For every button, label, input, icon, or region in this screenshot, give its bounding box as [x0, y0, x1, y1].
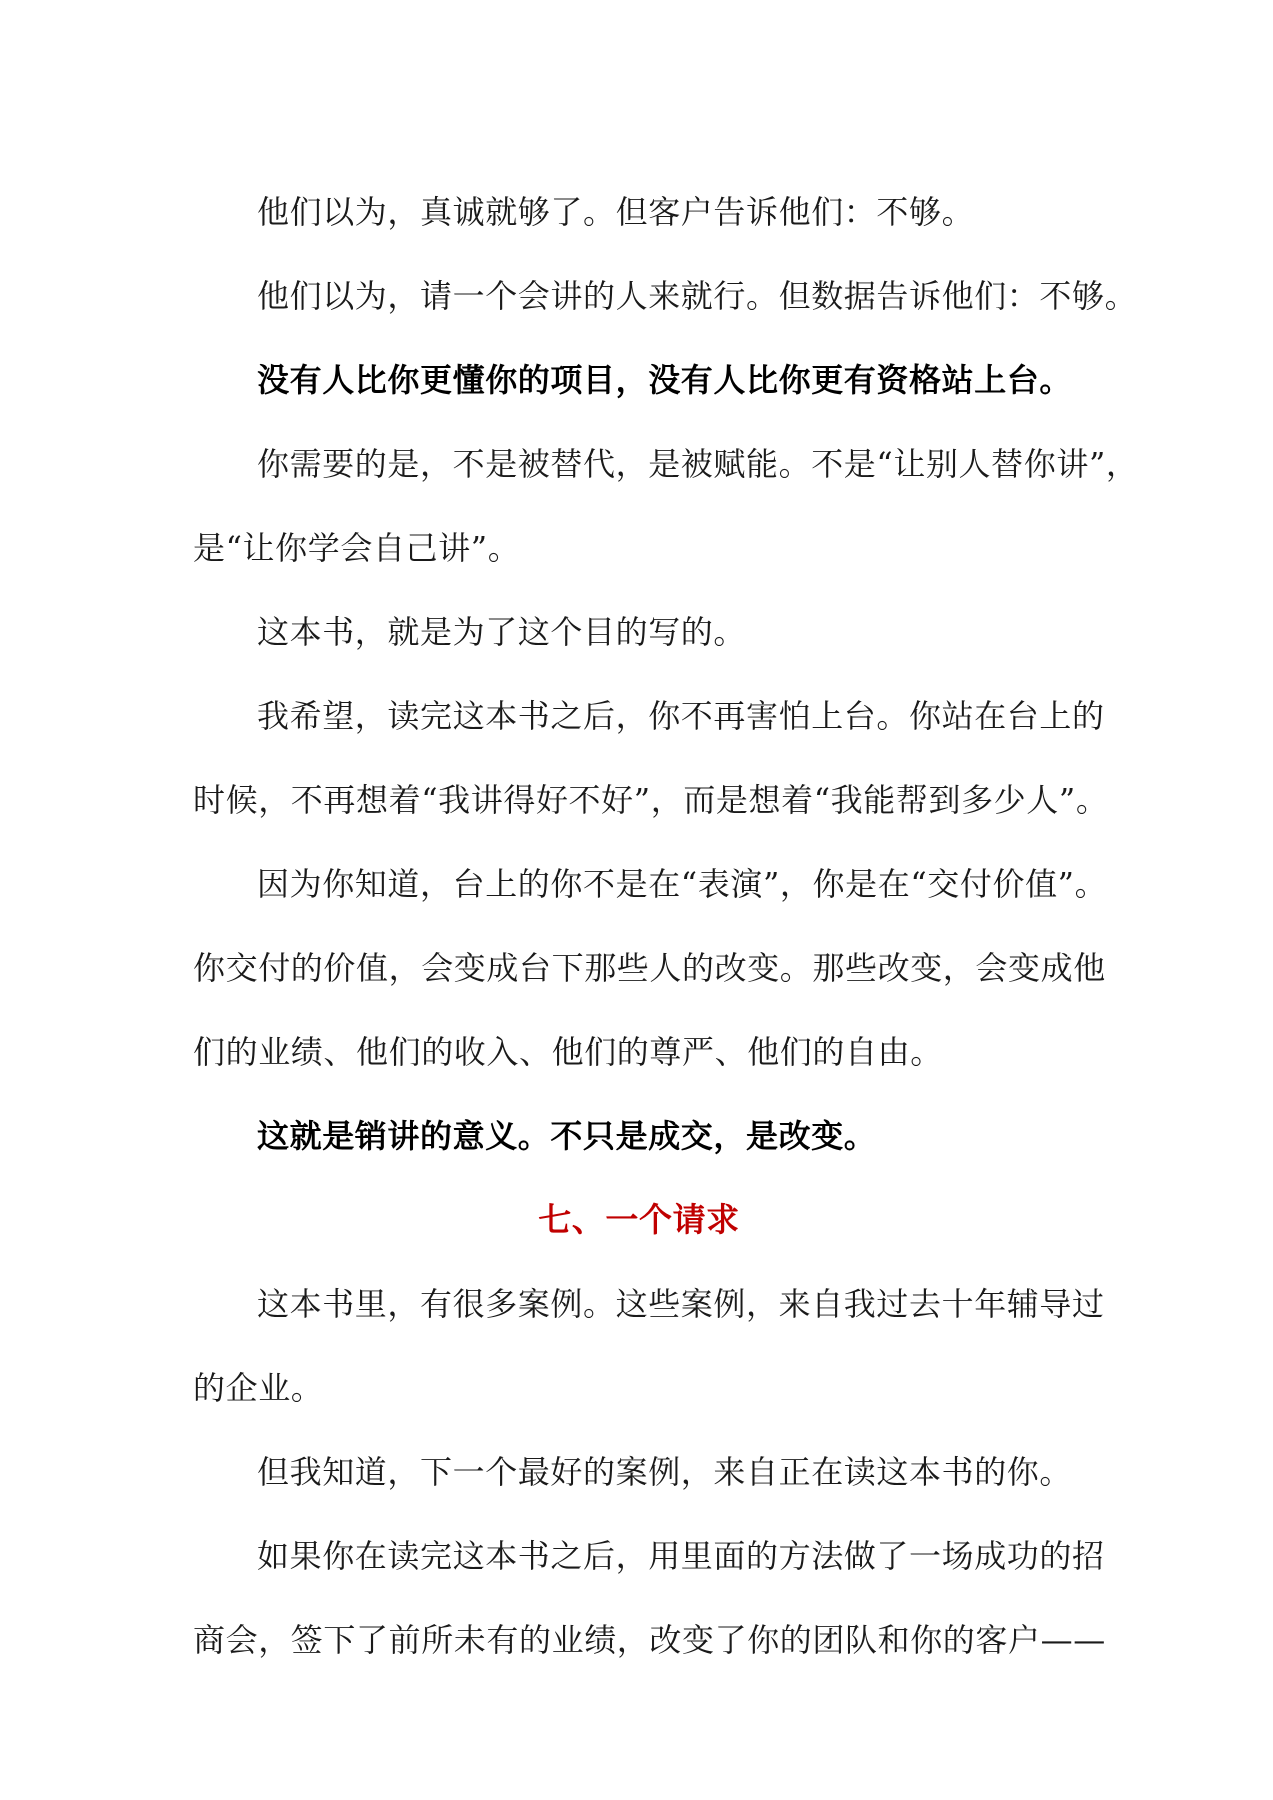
paragraph-line: 这本书里，有很多案例。这些案例，来自我过去十年辅导过 — [257, 1285, 1105, 1323]
paragraph-line: 的企业。 — [193, 1369, 324, 1407]
section-heading: 七、一个请求 — [538, 1200, 740, 1239]
paragraph-line: 你需要的是，不是被替代，是被赋能。不是“让别人替你讲”， — [257, 445, 1139, 483]
paragraph-line: 因为你知道，台上的你不是在“表演”，你是在“交付价值”。 — [257, 865, 1108, 903]
paragraph-line: 他们以为，真诚就够了。但客户告诉他们：不够。 — [257, 193, 975, 231]
paragraph-line: 你交付的价值，会变成台下那些人的改变。那些改变，会变成他 — [193, 949, 1106, 987]
bold-statement: 这就是销讲的意义。不只是成交，是改变。 — [257, 1117, 877, 1155]
paragraph-line: 但我知道，下一个最好的案例，来自正在读这本书的你。 — [257, 1453, 1073, 1491]
paragraph-line: 们的业绩、他们的收入、他们的尊严、他们的自由。 — [193, 1033, 943, 1071]
paragraph-line: 这本书，就是为了这个目的写的。 — [257, 613, 747, 651]
paragraph-line: 时候，不再想着“我讲得好不好”，而是想着“我能帮到多少人”。 — [193, 781, 1109, 819]
paragraph-line: 我希望，读完这本书之后，你不再害怕上台。你站在台上的 — [257, 697, 1105, 735]
bold-statement: 没有人比你更懂你的项目，没有人比你更有资格站上台。 — [257, 361, 1073, 399]
paragraph-line: 如果你在读完这本书之后，用里面的方法做了一场成功的招 — [257, 1537, 1105, 1575]
paragraph-line: 是“让你学会自己讲”。 — [193, 529, 521, 567]
document-page — [193, 170, 1139, 1682]
paragraph-line: 商会，签下了前所未有的业绩，改变了你的团队和你的客户—— — [193, 1621, 1106, 1659]
paragraph-line: 他们以为，请一个会讲的人来就行。但数据告诉他们：不够。 — [257, 277, 1138, 315]
